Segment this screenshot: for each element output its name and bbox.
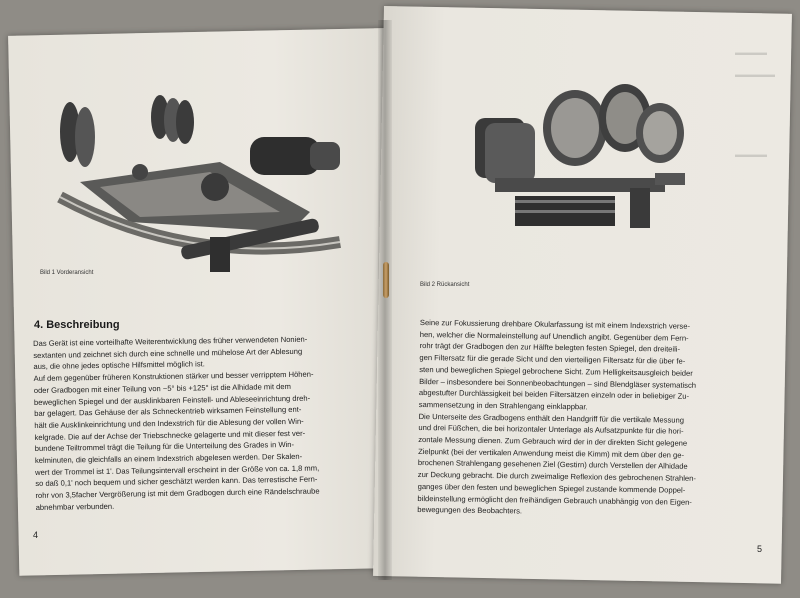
text-line: oder Gradbogen mit einer Teilung von −5° bis +125° ist die Alhidade mit dem <box>33 381 291 395</box>
text-line: brochenen Strahlengang gesehenen Ziel (Gestirn) durch Verstellen der Alhidade <box>417 458 688 472</box>
page-number: 5 <box>757 544 763 554</box>
text-line: sammensetzung in den Strahlengang einklappbar. <box>418 399 588 412</box>
text-line: zontale Messung dienen. Zum Gebrauch wird der in der direkten Sicht gelegene <box>418 435 688 448</box>
text-line: sextanten und zeichnet sich durch eine schnelle und mühelose Art der Ablesung <box>33 346 303 360</box>
text-line: Seine zur Fokussierung drehbare Okularfassung ist mit einem Indexstrich verse- <box>419 317 691 331</box>
show-through-text: ▬▬▬▬ <box>735 48 767 57</box>
staple <box>383 262 389 298</box>
text-line: rohr von 3,5facher Vergrößerung ist mit dem Gradbogen durch eine Rändelschraube <box>35 486 320 501</box>
text-line: Die Unterseite des Gradbogens enthält den Handgriff für die vertikale Messung <box>418 411 685 425</box>
text-line: rohr trägt der Gradbogen den zur Hälfte belegten festen Spiegel, den dreiteili- <box>419 341 681 355</box>
text-line: Zielpunkt (bei der vertikalen Anwendung meist die Kimm) mit dem über den ge- <box>418 446 685 460</box>
text-line: wert der Trommel ist 1'. Das Teilungsintervall erscheint in der Größe von ca. 1,8 mm, <box>35 463 320 477</box>
sextant-front-view-image <box>40 92 370 277</box>
text-line: abnehmbar verbunden. <box>35 501 115 512</box>
text-line: hält die Ausklinkeinrichtung und den Indexstrich für die Ablesung der vollen Win- <box>34 416 304 430</box>
text-line: bundene Teiltrommel trägt die Teilung für die Unterteilung des Grades in Win- <box>34 440 295 454</box>
figure-caption: Bild 2 Rückansicht <box>420 282 470 288</box>
text-line: so daß 0,1' noch bequem und sicher geschätzt werden kann. Das terrestische Fern- <box>35 474 318 489</box>
text-line: aus, die ohne jedes optische Hilfsmittel möglich ist. <box>33 359 205 372</box>
text-line: Das Gerät ist eine vorteilhafte Weiterentwicklung des früher verwendeten Nonien- <box>33 334 308 348</box>
show-through-text: ▬▬▬▬ <box>735 150 767 159</box>
text-line: Bilder – insbesondere bei Sonnenbeobachtungen – sind Blendgläser systematisch <box>419 376 697 390</box>
page-number: 4 <box>33 530 39 540</box>
text-line: bewegungen des Beobachters. <box>417 505 523 516</box>
right-body-text <box>417 317 698 520</box>
book-gutter <box>378 20 392 580</box>
text-line: ganges über den festen und beweglichen Spiegel zustande kommende Doppel- <box>417 481 686 495</box>
figure-caption: Bild 1 Vorderansicht <box>40 270 94 276</box>
text-line: kelminuten, die gleichfalls an einem Indexstrich abgelesen werden. Der Skalen- <box>34 451 303 466</box>
text-line: gen Filtersatz für die gerade Sicht und den vierteiligen Filtersatz für die über fe- <box>419 353 686 366</box>
text-line: beweglichen Spiegel und der ausklinkbaren Feinstell- und Ableseeinrichtung dreh- <box>33 393 311 407</box>
text-line: sten und beweglichen Spiegel gebrochene Sicht. Zum Helligkeitsausgleich beider <box>419 364 693 378</box>
text-line: Auf dem gegenüber früheren Konstruktionen stärker und besser verripptem Höhen- <box>33 369 314 384</box>
text-line: und drei Füßchen, die bei horizontaler Unterlage als Aufsatzpunkte für die hori- <box>418 423 684 437</box>
sextant-back-view-image <box>455 78 705 278</box>
text-line: abgestufter Durchlässigkeit bei beiden Filtersätzen einzeln oder in beliebiger Zu- <box>418 388 690 401</box>
text-line: kelgrade. Die auf der Achse der Triebschnecke gelagerte und mit dieser fest ver- <box>34 428 306 442</box>
text-line: zur Deckung gebracht. Die durch zweimalige Reflexion des gebrochenen Strahlen- <box>417 470 697 484</box>
show-through-text: ▬▬▬▬▬ <box>735 70 775 79</box>
left-body-text <box>33 334 320 514</box>
text-line: bar gelagert. Das Gehäuse der als Schneckentrieb wirksamen Feinstellung ent- <box>34 405 302 419</box>
text-line: hen, welcher die Normaleinstellung auf Unendlich angibt. Gegenüber dem Fern- <box>419 329 689 343</box>
section-heading: 4. Beschreibung <box>34 319 120 331</box>
text-line: bildeinstellung ermöglicht den freihändigen Gebrauch unabhängig von den Eigen- <box>417 493 692 507</box>
